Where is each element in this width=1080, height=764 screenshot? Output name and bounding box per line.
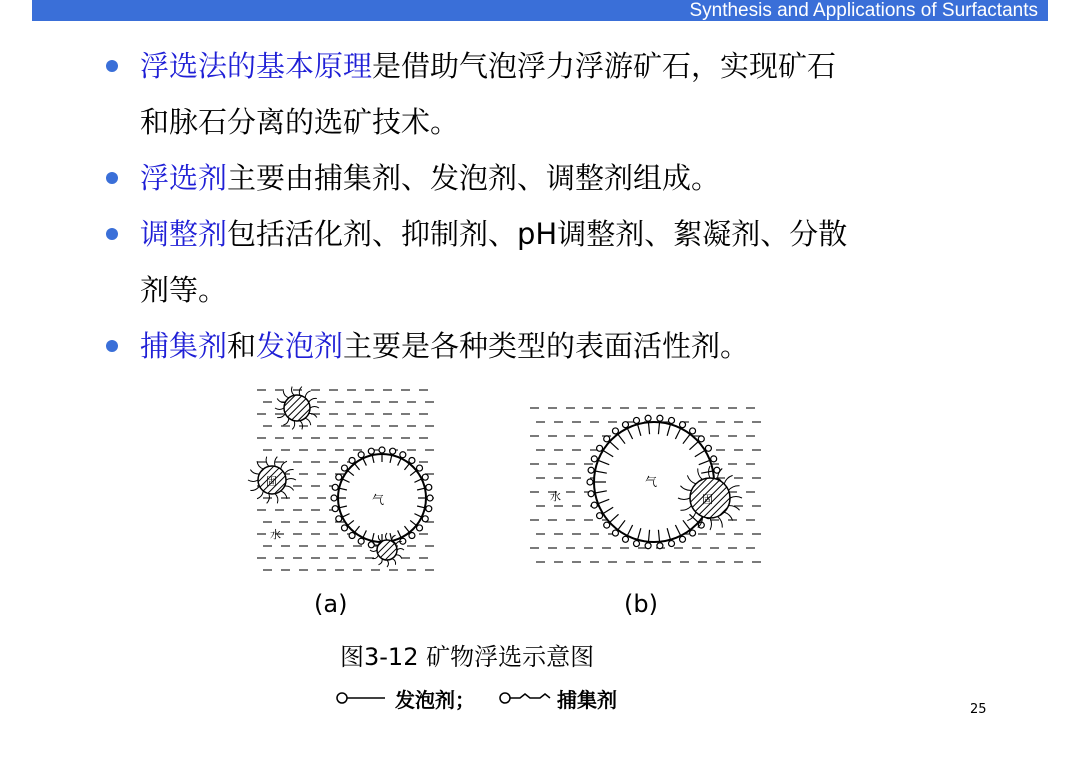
figure-caption: 图3-12 矿物浮选示意图	[340, 643, 595, 671]
solid-label-b: 固	[702, 493, 713, 506]
bullet-highlight: 捕集剂	[140, 329, 228, 363]
bullet-text-continued: 剂等。	[140, 273, 228, 307]
bullet-text: 主要由捕集剂、发泡剂、调整剂组成。	[227, 161, 721, 195]
bullet-highlight-2: 发泡剂	[256, 329, 344, 363]
bullet-dot	[106, 228, 118, 240]
bullet-highlight: 浮选剂	[140, 161, 228, 195]
header-title: Synthesis and Applications of Surfactants	[689, 0, 1038, 21]
bullet-item	[100, 318, 1000, 374]
water-label-a: 水	[270, 528, 281, 541]
bullet-item	[100, 206, 1000, 318]
figure-label-b: (b)	[624, 590, 658, 618]
solid-label-a: 固	[266, 475, 277, 488]
gas-label-a: 气	[372, 493, 385, 507]
page-number: 25	[970, 702, 987, 717]
bullet-dot	[106, 172, 118, 184]
water-label-b: 水	[550, 490, 561, 503]
bullet-item	[100, 150, 1000, 206]
legend-collector: 捕集剂	[557, 688, 617, 712]
bullet-item	[100, 38, 1000, 150]
bullet-text: 主要是各种类型的表面活性剂。	[343, 329, 750, 363]
particle-a1	[275, 387, 319, 430]
bullet-text-continued: 和脉石分离的选矿技术。	[140, 105, 460, 139]
flotation-diagram	[232, 380, 792, 580]
gas-label-b: 气	[645, 475, 658, 489]
header-bar	[32, 0, 1048, 21]
flotation-figure	[232, 380, 792, 618]
bullet-list	[100, 38, 1000, 374]
figure-legend	[335, 686, 655, 710]
bullet-highlight: 调整剂	[140, 217, 228, 251]
bullet-text: 是借助气泡浮力浮游矿石，实现矿石	[372, 49, 837, 83]
bullet-text-mid: 和	[227, 329, 257, 363]
bullet-dot	[106, 340, 118, 352]
bullet-text: 包括活化剂、抑制剂、pH调整剂、絮凝剂、分散	[227, 217, 848, 251]
particle-a2	[248, 457, 296, 504]
bullet-highlight: 浮选法的基本原理	[140, 49, 373, 83]
frother-symbol-icon	[337, 693, 385, 703]
figure-label-a: (a)	[314, 590, 348, 618]
legend-frother: 发泡剂；	[395, 688, 475, 712]
collector-symbol-icon	[500, 693, 550, 703]
bullet-dot	[106, 60, 118, 72]
bubble-a	[331, 447, 433, 549]
